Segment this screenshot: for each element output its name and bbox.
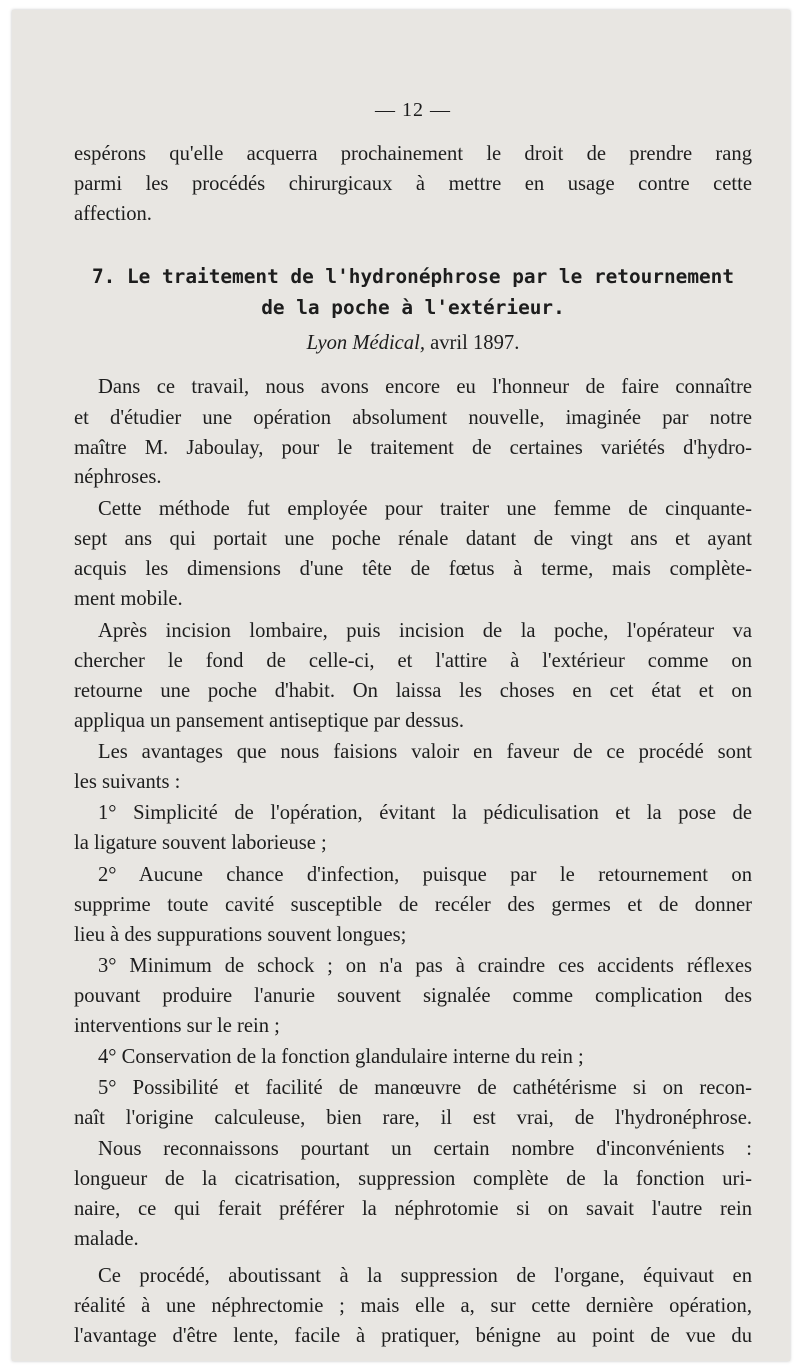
text-line: et d'étudier une opération absolument nouvelle, imaginée par notre <box>74 407 752 429</box>
text-line: malade. <box>74 1228 139 1250</box>
text-line: lieu à des suppurations souvent longues; <box>74 924 407 946</box>
source-date: avril 1897. <box>430 332 520 354</box>
text-line: les suivants : <box>74 771 181 793</box>
text-line: néphroses. <box>74 466 162 488</box>
source-journal: Lyon Médical, <box>306 332 425 354</box>
text-line: chercher le fond de celle-ci, et l'attire à l'extérieur comme on <box>74 650 752 672</box>
text-line: acquis les dimensions d'une tête de fœtus à terme, mais complète- <box>74 558 752 580</box>
text-line: longueur de la cicatrisation, suppression complète de la fonction uri- <box>74 1168 752 1190</box>
text-line: interventions sur le rein ; <box>74 1015 280 1037</box>
page-number: — 12 — <box>375 99 451 121</box>
text-line: Ce procédé, aboutissant à la suppression de l'organe, équivaut en <box>98 1265 752 1287</box>
text-line: Les avantages que nous faisions valoir en faveur de ce procédé sont <box>98 741 752 763</box>
text-line: la ligature souvent laborieuse ; <box>74 832 327 854</box>
text-line: Cette méthode fut employée pour traiter une femme de cinquante- <box>98 498 752 520</box>
text-line: retourne une poche d'habit. On laissa les choses en cet état et on <box>74 680 752 702</box>
text-line: sept ans qui portait une poche rénale datant de vingt ans et ayant <box>74 528 752 550</box>
text-line: pouvant produire l'anurie souvent signalée comme complication des <box>74 985 752 1007</box>
text-line: naît l'origine calculeuse, bien rare, il est vrai, de l'hydronéphrose. <box>74 1107 752 1129</box>
text-line: affection. <box>74 203 152 225</box>
text-line: parmi les procédés chirurgicaux à mettre en usage contre cette <box>74 173 752 195</box>
text-line: 4° Conservation de la fonction glandulaire interne du rein ; <box>98 1046 584 1068</box>
text-line: maître M. Jaboulay, pour le traitement de certaines variétés d'hydro- <box>74 437 752 459</box>
text-line: Nous reconnaissons pourtant un certain nombre d'inconvénients : <box>98 1138 752 1160</box>
text-line: 2° Aucune chance d'infection, puisque par le retournement on <box>98 864 752 886</box>
text-line: Dans ce travail, nous avons encore eu l'honneur de faire connaître <box>98 376 752 398</box>
text-line: Après incision lombaire, puis incision de la poche, l'opérateur va <box>98 620 752 642</box>
text-line: 3° Minimum de schock ; on n'a pas à craindre ces accidents réflexes <box>98 955 752 977</box>
section-heading-continued: de la poche à l'extérieur. <box>261 296 565 319</box>
text-line: naire, ce qui ferait préférer la néphrotomie si on savait l'autre rein <box>74 1198 752 1220</box>
text-line: supprime toute cavité susceptible de recéler des germes et de donner <box>74 894 752 916</box>
text-line: 1° Simplicité de l'opération, évitant la pédiculisation et la pose de <box>98 802 752 824</box>
section-source <box>74 328 752 358</box>
text-line: réalité à une néphrectomie ; mais elle a, sur cette dernière opération, <box>74 1295 752 1317</box>
text-line: l'avantage d'être lente, facile à pratiquer, bénigne au point de vue du <box>74 1325 752 1347</box>
text-line: appliqua un pansement antiseptique par dessus. <box>74 710 465 732</box>
text-line: espérons qu'elle acquerra prochainement le droit de prendre rang <box>74 143 752 165</box>
book-page <box>12 10 790 1361</box>
text-line: ment mobile. <box>74 588 183 610</box>
section-heading: 7. Le traitement de l'hydronéphrose par le retournement <box>91 265 735 288</box>
text-line: 5° Possibilité et facilité de manœuvre de cathétérisme si on recon- <box>98 1077 752 1099</box>
